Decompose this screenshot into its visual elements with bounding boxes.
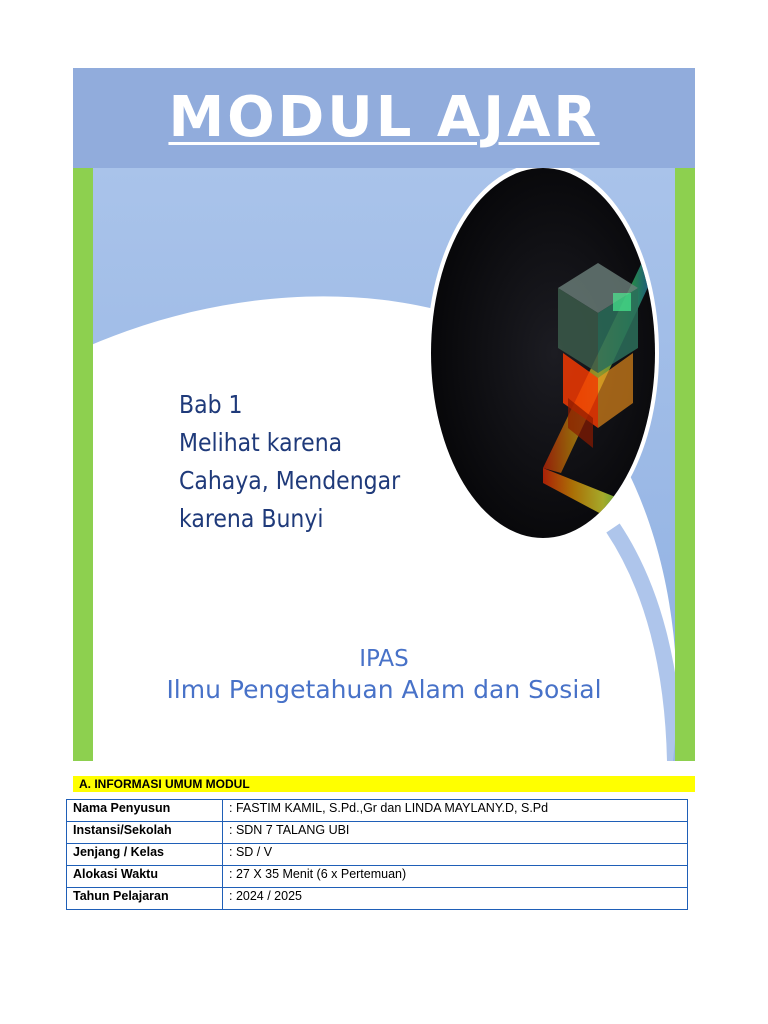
- title-banner: [73, 68, 695, 168]
- table-row: [67, 844, 688, 866]
- row-label: Alokasi Waktu: [67, 866, 223, 888]
- table-row: [67, 888, 688, 910]
- row-label: Tahun Pelajaran: [67, 888, 223, 910]
- subject-code: IPAS: [359, 646, 409, 672]
- subject-block: [73, 644, 695, 706]
- chapter-title: [179, 386, 400, 538]
- document-title: MODUL AJAR: [168, 85, 600, 150]
- table-row: [67, 866, 688, 888]
- row-value: : SDN 7 TALANG UBI: [223, 822, 688, 844]
- row-value: : SD / V: [223, 844, 688, 866]
- row-value: : 2024 / 2025: [223, 888, 688, 910]
- row-value: : FASTIM KAMIL, S.Pd.,Gr dan LINDA MAYLANY.D, S.Pd: [223, 800, 688, 822]
- row-label: Instansi/Sekolah: [67, 822, 223, 844]
- table-row: [67, 822, 688, 844]
- chapter-line: Bab 1: [179, 390, 243, 419]
- chapter-line: Melihat karena: [179, 428, 343, 457]
- row-label: Nama Penyusun: [67, 800, 223, 822]
- section-heading: A. INFORMASI UMUM MODUL: [73, 776, 695, 792]
- row-value: : 27 X 35 Menit (6 x Pertemuan): [223, 866, 688, 888]
- table-row: [67, 800, 688, 822]
- chapter-line: Cahaya, Mendengar: [179, 466, 401, 495]
- cover-illustration: [73, 168, 695, 761]
- chapter-line: karena Bunyi: [179, 504, 324, 533]
- subject-name: Ilmu Pengetahuan Alam dan Sosial: [166, 675, 602, 704]
- row-label: Jenjang / Kelas: [67, 844, 223, 866]
- general-info-table: [66, 799, 688, 910]
